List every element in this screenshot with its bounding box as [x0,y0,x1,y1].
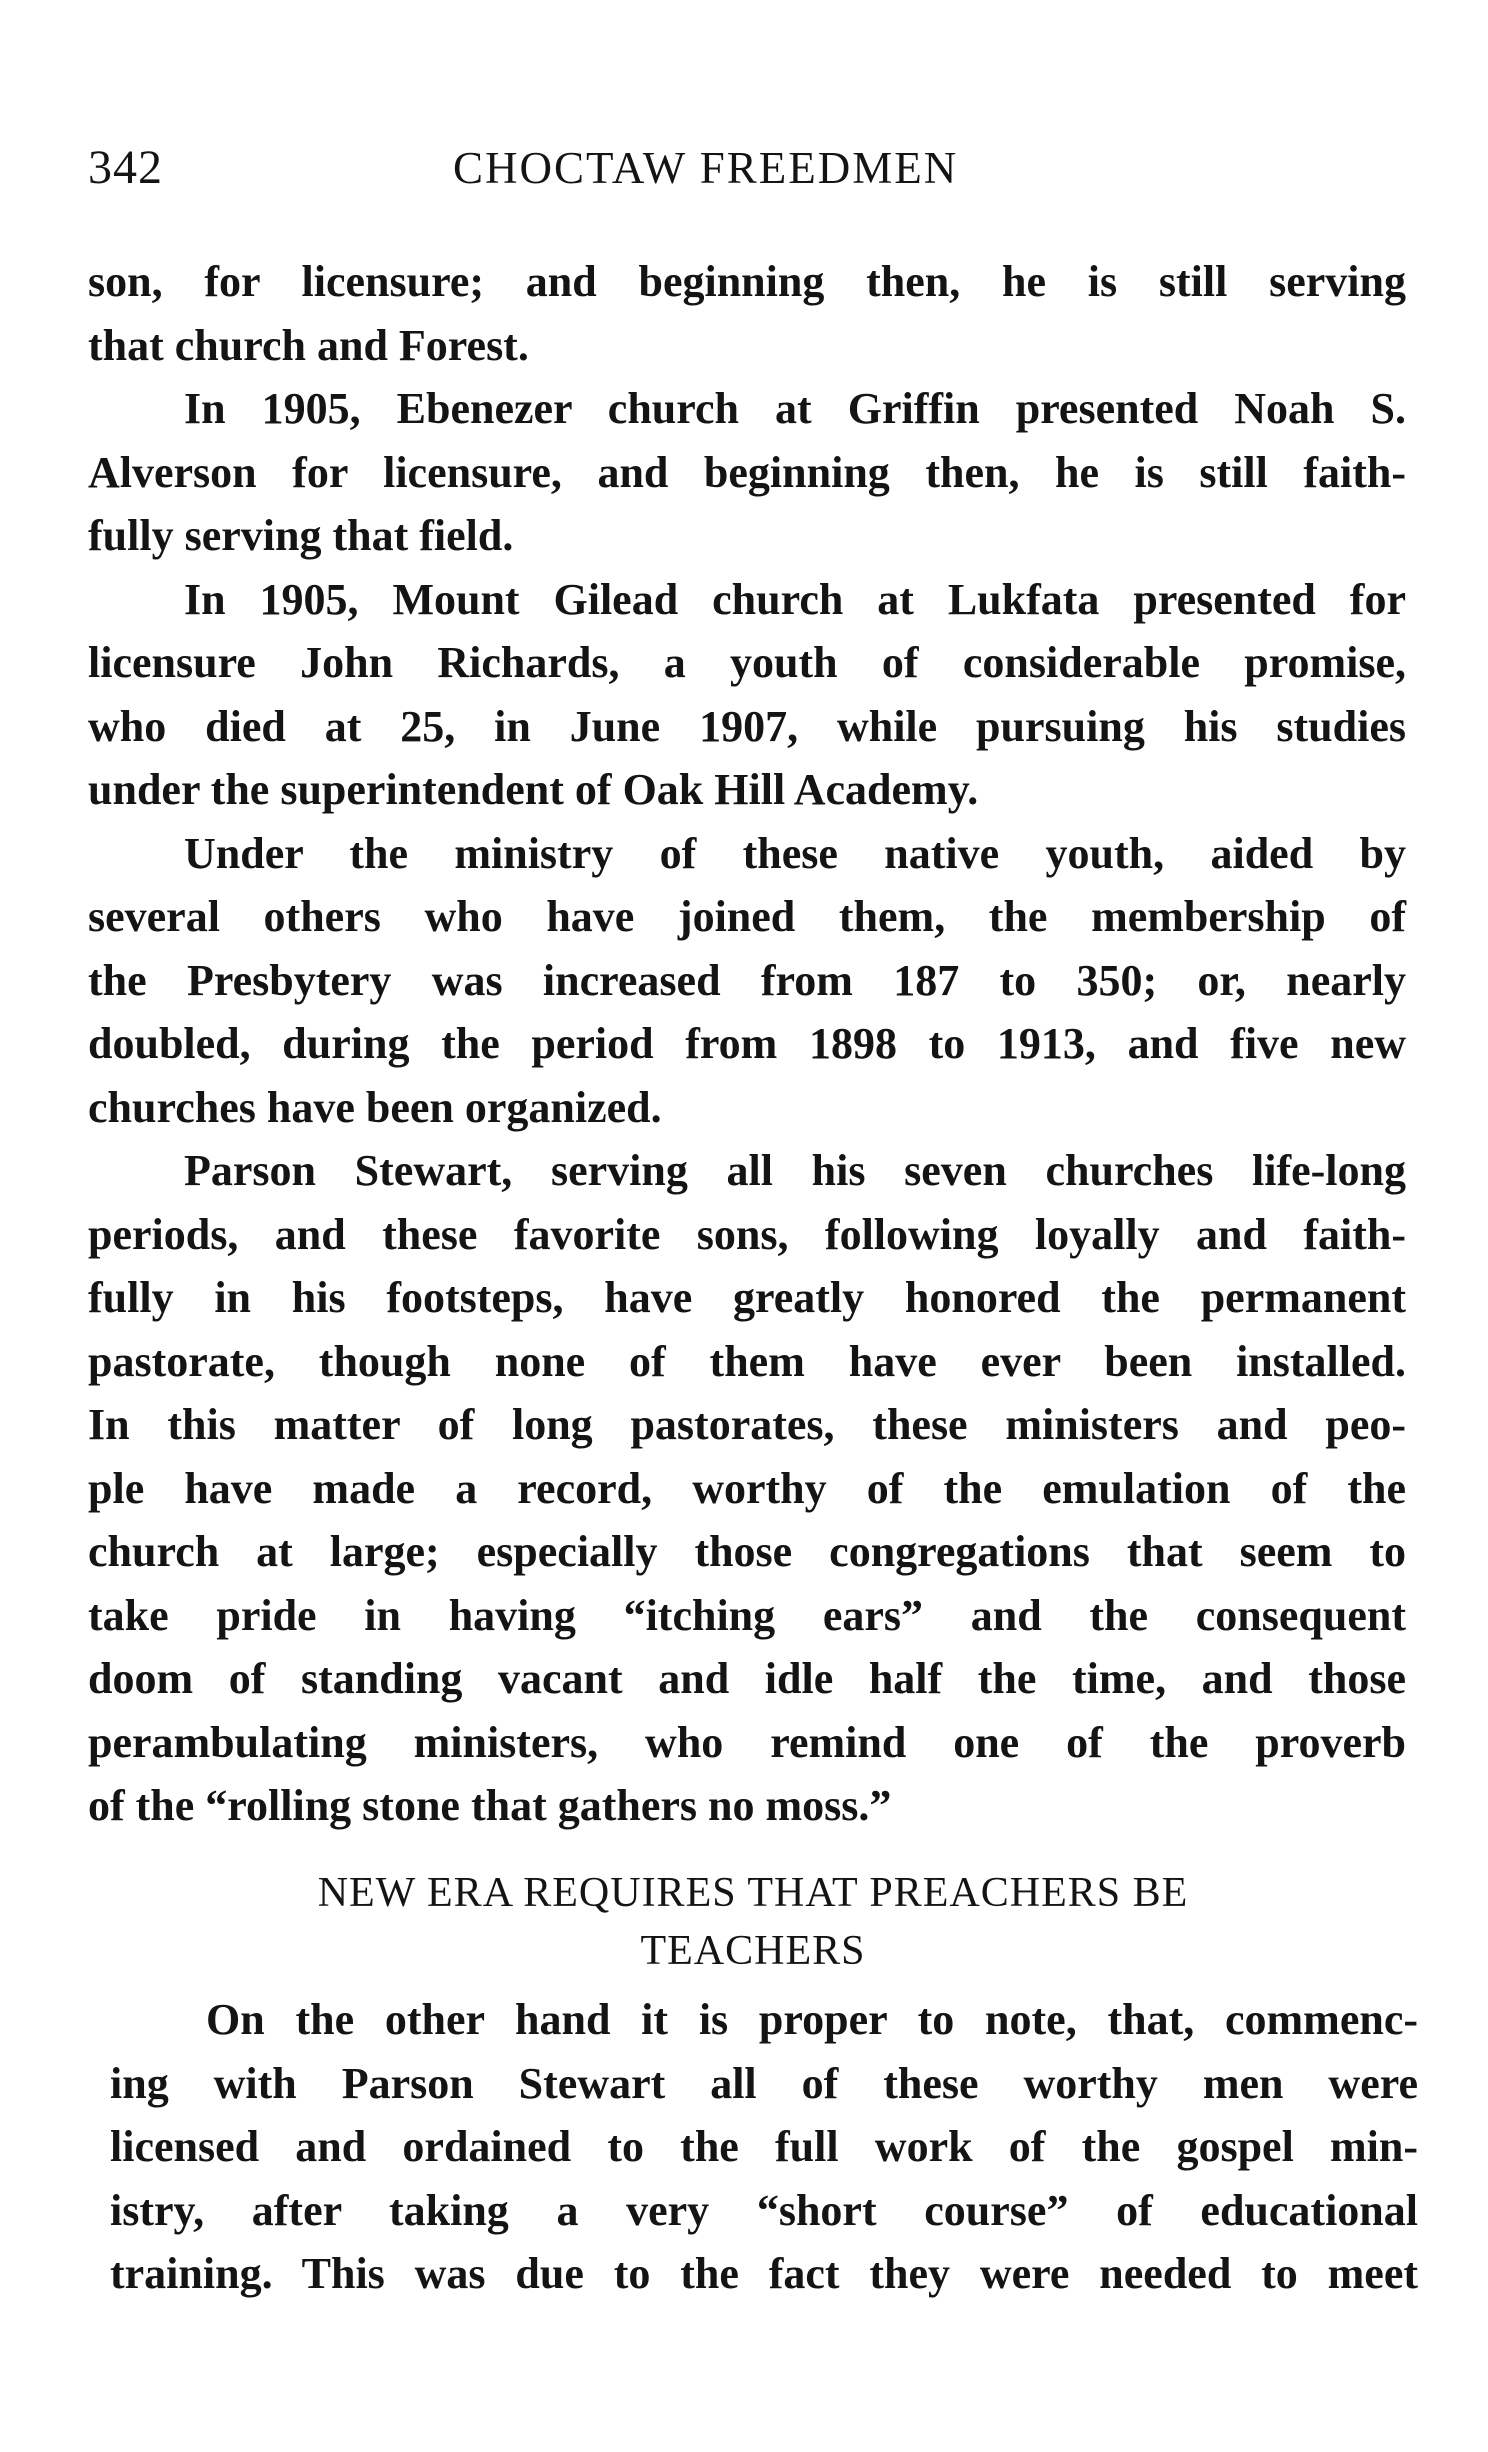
paragraph [88,250,1406,377]
text-line: Parson Stewart, serving all his seven churches life-long [184,1146,1406,1195]
paragraph [88,377,1406,568]
text-line: licensure John Richards, a youth of considerable promise, [88,638,1406,687]
text-line: Under the ministry of these native youth, aided by [184,828,1406,878]
text-line: licensed and ordained to the full work of the gospel min- [110,2122,1418,2171]
text-line: church at large; especially those congregations that seem to [88,1527,1406,1576]
text-line: take pride in having “itching ears” and the consequent [88,1590,1406,1640]
text-line: doubled, during the period from 1898 to 1913, and five new [88,1019,1406,1068]
section-heading-line: TEACHERS [640,1928,866,1974]
section-heading [88,1864,1418,1980]
text-line: istry, after taking a very “short course” of educational [110,2185,1418,2235]
text-line: pastorate, though none of them have ever been installed. [88,1336,1406,1386]
text-line: On the other hand it is proper to note, that, commenc- [206,1995,1418,2044]
paragraph [88,568,1406,822]
text-line: under the superintendent of Oak Hill Academy. [88,765,979,814]
text-line: several others who have joined them, the membership of [88,892,1406,941]
text-line: churches have been organized. [88,1082,662,1132]
text-line: of the “rolling stone that gathers no moss.” [88,1781,892,1830]
text-line: In 1905, Ebenezer church at Griffin presented Noah S. [184,384,1406,433]
paragraph [88,822,1406,1140]
page-number: 342 [88,141,163,194]
running-title: CHOCTAW FREEDMEN [453,143,959,193]
text-line: the Presbytery was increased from 187 to 350; or, nearly [88,955,1406,1005]
page-header [88,140,1418,200]
section-paragraph [110,1988,1418,2306]
paragraph [88,1139,1406,1838]
text-line: who died at 25, in June 1907, while pursuing his studies [88,701,1406,751]
text-line: fully in his footsteps, have greatly honored the permanent [88,1273,1406,1322]
body-text [88,250,1406,1838]
section-heading-line: NEW ERA REQUIRES THAT PREACHERS BE [317,1870,1189,1916]
text-line: doom of standing vacant and idle half the time, and those [88,1654,1406,1703]
text-line: ple have made a record, worthy of the emulation of the [88,1463,1406,1513]
text-line: periods, and these favorite sons, following loyally and faith- [88,1209,1406,1259]
text-line: perambulating ministers, who remind one of the proverb [88,1717,1406,1767]
text-line: In this matter of long pastorates, these ministers and peo- [88,1400,1406,1449]
text-line: ing with Parson Stewart all of these worthy men were [110,2058,1418,2108]
text-line: fully serving that field. [88,511,514,560]
text-line: son, for licensure; and beginning then, he is still serving [88,257,1406,306]
text-line: training. This was due to the fact they were needed to meet [110,2249,1418,2298]
text-line: that church and Forest. [88,320,529,370]
text-line: Alverson for licensure, and beginning then, he is still faith- [88,447,1406,497]
text-line: In 1905, Mount Gilead church at Lukfata presented for [184,574,1406,624]
